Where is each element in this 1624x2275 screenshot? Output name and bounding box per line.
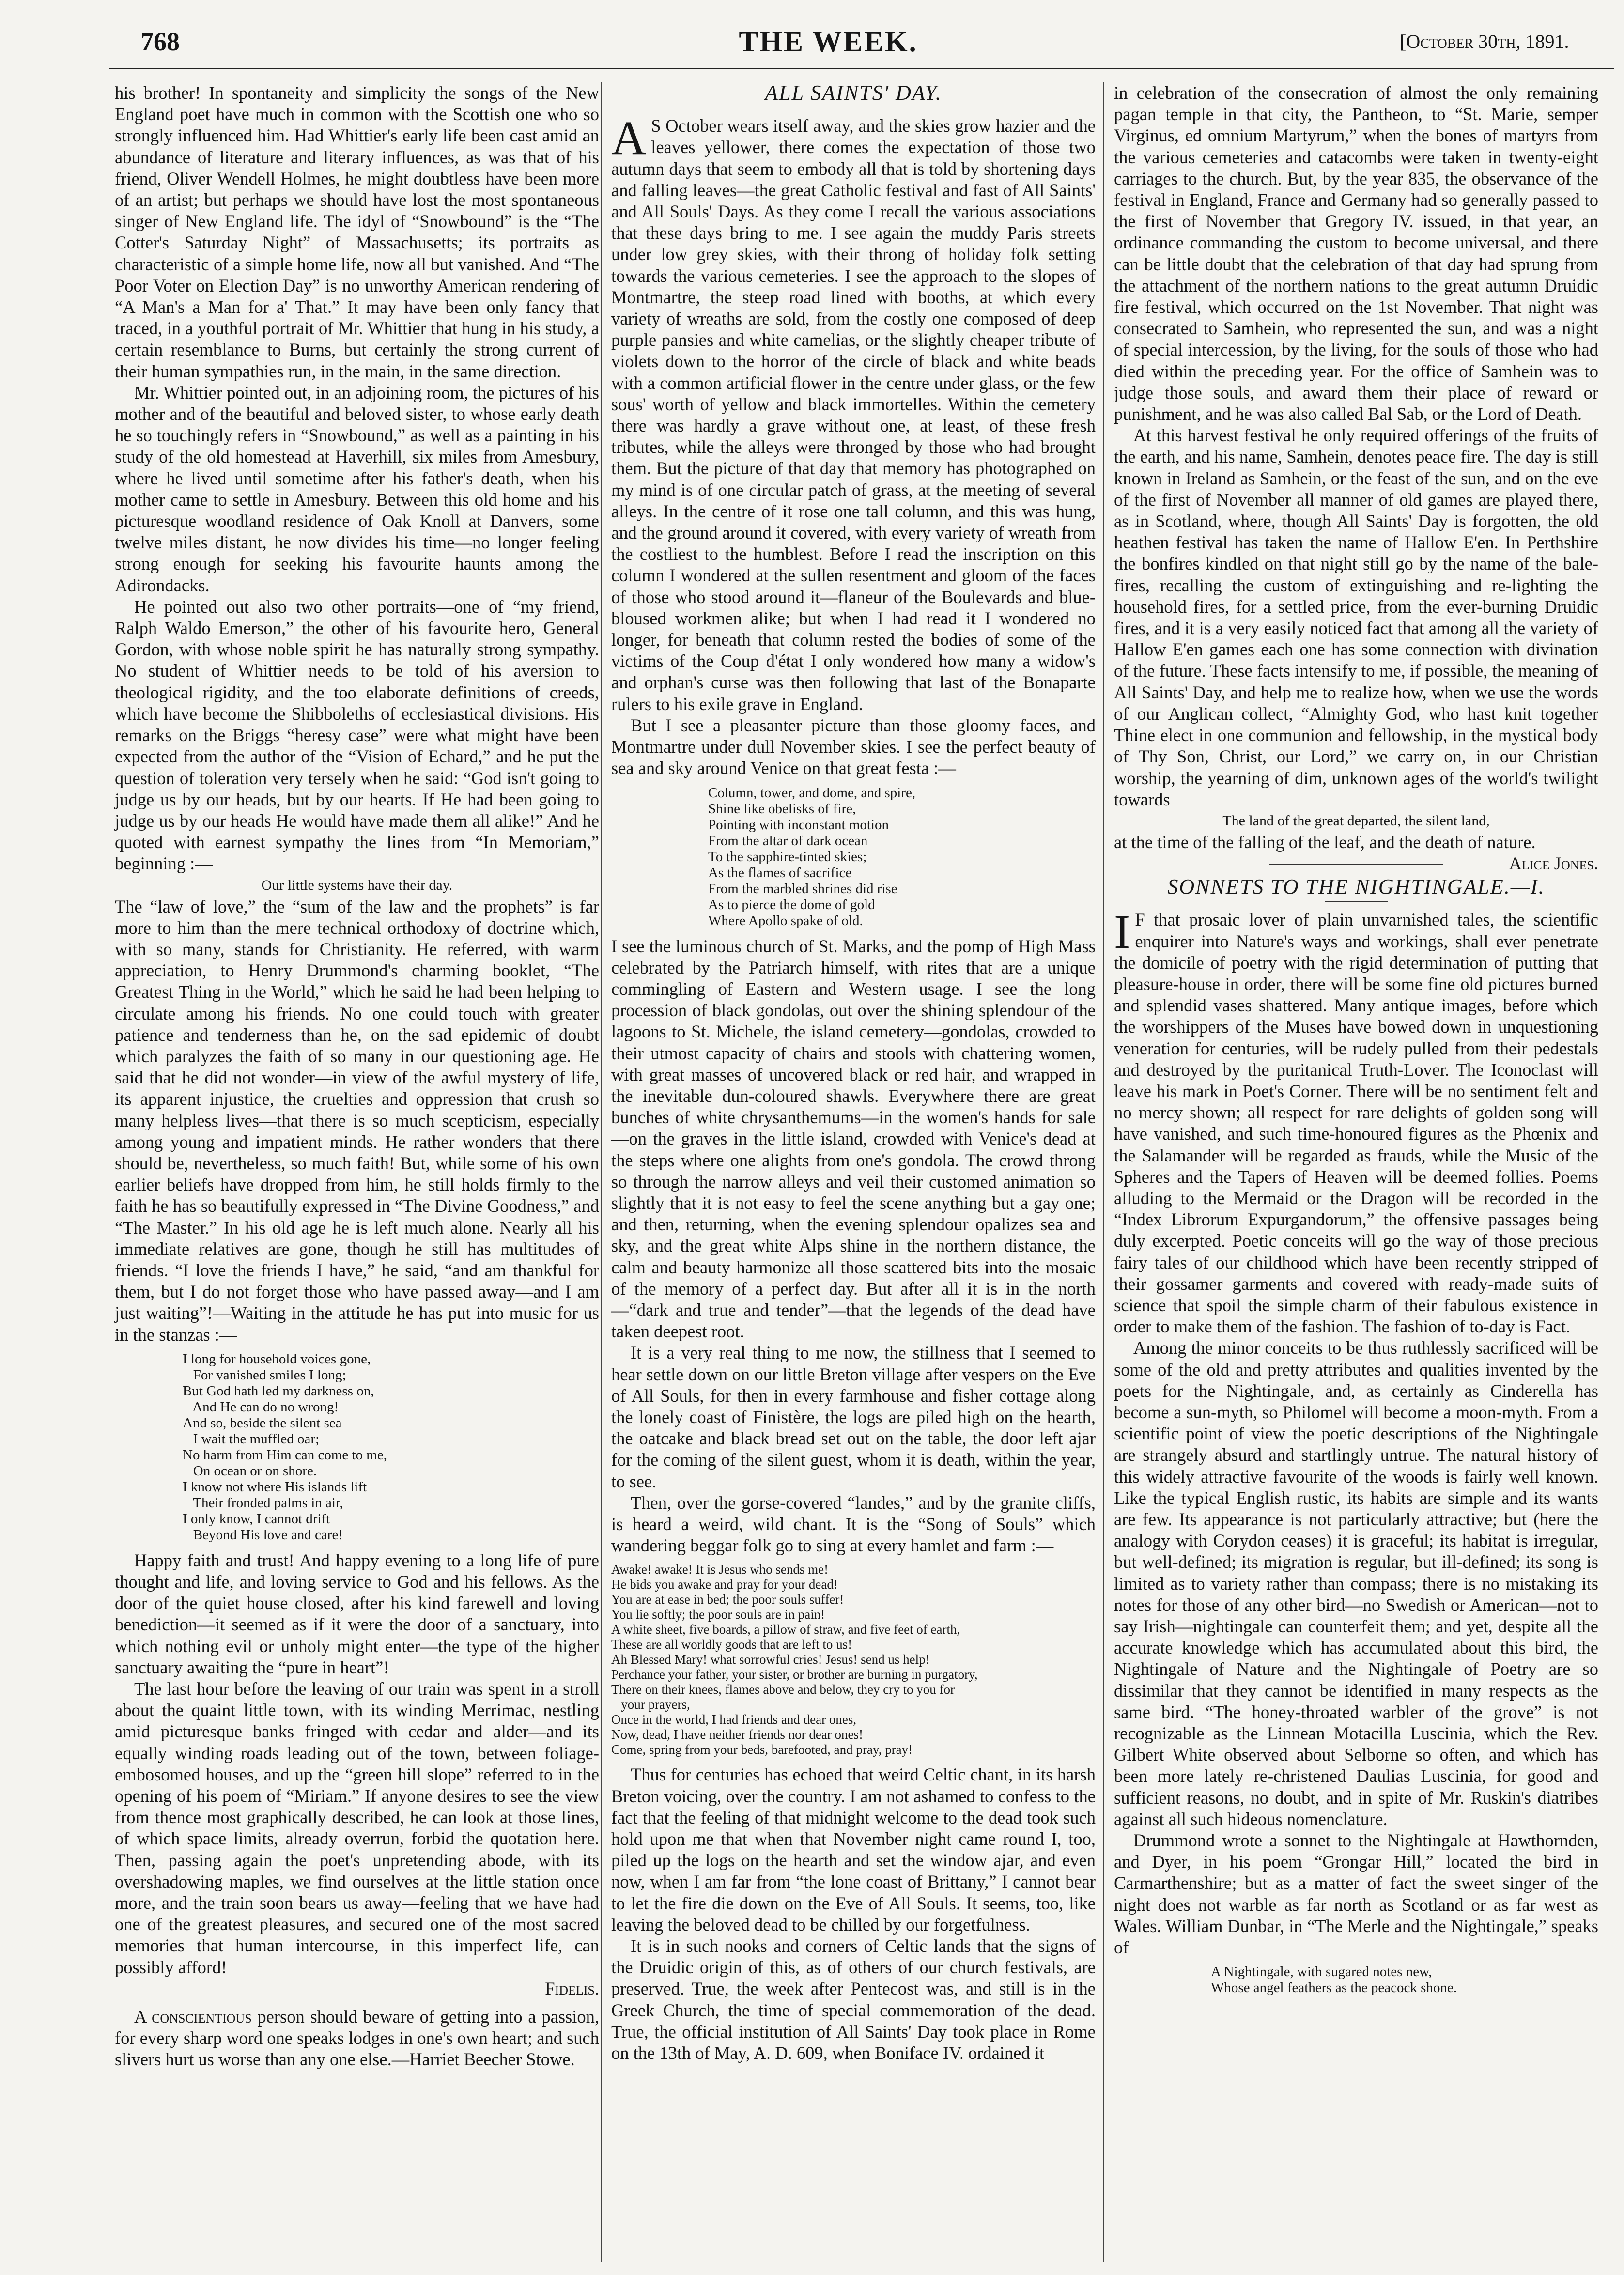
paragraph-text: person should beware of getting into a passion, for every sharp word one speaks lodges in one's own heart; and such slivers hurt us worse than any one else.—Harriet Beecher Stowe.: [115, 2007, 599, 2070]
masthead: THE WEEK.: [739, 26, 918, 58]
author-signature: Alice Jones.: [1509, 853, 1598, 874]
poem: [1114, 1964, 1598, 1996]
poem: [611, 1562, 1096, 1757]
lead-words: A conscientious: [134, 2007, 252, 2027]
article-title: ALL SAINTS' DAY.: [765, 81, 942, 105]
paragraph: Drummond wrote a sonnet to the Nightingale at Hawthornden, and Dyer, in his poem “Grongar Hill,” located the bird in Carmarthenshire; but as a matter of fact the sweet singer of the night does not warble as far north as Scotland or as far west as Wales. William Dunbar, in “The Merle and the Nightingale,” speaks of: [1114, 1830, 1598, 1958]
paragraph-text: F that prosaic lover of plain unvarnished tales, the scientific enquirer into Nature's ways and workings, shall ever penetrate the domicile of poetry with the rigid determination of putting that pleasure-house in order, there will be some fine old pictures burned and splendid vases shattered. Many antique images, before which the worshippers of the Muses have bowed down in unquestioning veneration for centuries, will be rudely pulled from their pedestals and destroyed by the puritanical Truth-Lover. The Iconoclast will leave his mark in Poet's Corner. There will be no sentiment felt and no mercy shown; all respect for rare delights of golden song will have vanished, and such time-honoured figures as the Phœnix and the Salamander will be regarded as frauds, while the Music of the Spheres and the Tapers of Heaven will be deemed follies. Poems alluding to the Mermaid or the Dragon will be recorded in the “Index Librorum Expurgandorum,” the offensive passages being duly excerpted. Poetic conceits will go the way of those precious fairy tales of our childhood which have been recently stripped of their gossamer garments and covered with ready-made suits of science that spoil the simple charm of their fabulous existence in order to make them of the fashion. The fashion of to-day is Fact.: [1114, 910, 1598, 1337]
issue-date: [October 30th, 1891.: [1400, 31, 1569, 52]
poem-line: I long for household voices gone,: [183, 1351, 371, 1367]
poem-line: Column, tower, and dome, and spire,: [708, 785, 916, 801]
poem-line: As to pierce the dome of gold: [708, 897, 875, 913]
poem-line: But God hath led my darkness on,: [183, 1383, 374, 1399]
paragraph-text: S October wears itself away, and the skies grow hazier and the leaves yellower, there comes the expectation of those two autumn days that seem to embody all that is told by shortening days and falling leaves—the great Catholic festival and fast of All Saints' and All Souls' Days. As they come I recall the various associations that these days bring to me. I see again the muddy Paris streets under low grey skies, with their throng of holiday folk setting towards the various cemeteries. I see the approach to the slopes of Montmartre, the steep road lined with booths, at which every variety of wreaths are sold, from the costly one composed of deep purple pansies and white camelias, or the slightly cheaper tribute of violets down to the horror of the circle of black and white beads with a common artificial flower in the centre under glass, or the few sous' worth of yellow and black immortelles. Within the cemetery there was hardly a grave without one, at least, of these fresh tributes, while the alleys were thronged by those who had brought them. But the picture of that day that memory has photographed on my mind is of one circular patch of grass, at the meeting of several alleys. In the centre of it rose one tall column, and this was hung, and the ground around it covered, with every variety of wreath from the costliest to the humblest. Before I read the inscription on this column I wondered at the sullen resentment and gloom of the faces of those who stood around it—flaneur of the Boulevards and blue-bloused workmen alike; but when I had read it I wondered no longer, for beneath that column rested the bodies of some of the victims of the Coup d'état I only wondered how many a widow's and orphan's curse was then following that last of the Bonaparte rulers to his exile grave in England.: [611, 116, 1096, 714]
poem-line: Beyond His love and care!: [183, 1527, 343, 1543]
poem-line: I wait the muffled oar;: [183, 1431, 320, 1447]
paragraph: It is a very real thing to me now, the stillness that I seemed to hear settle down on our little Breton village after vespers on the Eve of All Souls, for then in every farmhouse and fisher cottage along the lonely coast of Finistère, the logs are piled high on the hearth, the oatcake and black bread set out on the table, the door left ajar for the coming of the silent guest, whom it is death, within the year, to see.: [611, 1343, 1096, 1491]
poem: [115, 1351, 599, 1543]
poem-line: You lie softly; the poor souls are in pain!: [611, 1607, 825, 1622]
poem-line: He bids you awake and pray for your dead!: [611, 1577, 838, 1592]
paragraph-text: at the time of the falling of the leaf, and the death of nature.: [1114, 832, 1536, 852]
poem-line: These are all worldly goods that are left to us!: [611, 1637, 852, 1652]
poem-line: No harm from Him can come to me,: [183, 1447, 387, 1463]
column-divider: [1103, 82, 1104, 2262]
column-3: [1114, 82, 1598, 2003]
quoted-line: The land of the great departed, the silent land,: [1222, 812, 1490, 829]
title-rule: [1325, 901, 1388, 902]
poem-line: A white sheet, five boards, a pillow of straw, and five feet of earth,: [611, 1622, 960, 1637]
poem-line: Shine like obelisks of fire,: [708, 801, 856, 817]
page-header: [0, 0, 1624, 68]
drop-cap: A: [611, 111, 647, 165]
page-number: 768: [140, 27, 180, 56]
poem-line: On ocean or on shore.: [183, 1463, 317, 1479]
paragraph: Then, over the gorse-covered “landes,” and by the granite cliffs, is heard a weird, wild chant. It is the “Song of Souls” which wandering beggar folk go to sing at every hamlet and farm :—: [611, 1492, 1096, 1556]
column-2: [611, 82, 1096, 2064]
paragraph: his brother! In spontaneity and simplicity the songs of the New England poet have much in common with the Scottish one who so strongly influenced him. Had Whittier's early life been cast amid an abundance of literature and literary influences, as was that of his friend, Oliver Wendell Holmes, he might doubtless have been more of an artist; but perhaps we should have lost the most spontaneous singer of New England life. The idyl of “Snowbound” is the “The Cotter's Saturday Night” of Massachusetts; its portraits as characteristic of a simple home life, now all but vanished. And “The Poor Voter on Election Day” is no unworthy American rendering of “A Man's a Man for a' That.” It may have been only fancy that traced, in a youthful portrait of Mr. Whittier that hung in his study, a certain resemblance to Burns, but certainly the strong current of their human sympathies run, in the main, in the same direction.: [115, 83, 599, 381]
poem-line: Their fronded palms in air,: [183, 1495, 343, 1511]
paragraph: in celebration of the consecration of almost the only remaining pagan temple in that city, the Pantheon, to “St. Marie, semper Virginus, ed omnium Martyrum,” when the bones of martyrs from the various cemeteries and catacombs were taken in twenty-eight carriages to the church. But, by the year 835, the observance of the festival in England, France and Germany had so generally passed to the first of November that Gregory IV. issued, in that year, an ordinance commanding the custom to become universal, and there can be little doubt that the celebration of that day had sprung from the attachment of the northern nations to the great autumn Druidic fire festival, which occurred on the 1st November. That night was consecrated to Samhein, who represented the sun, and was a night of special intercession, by the living, for the souls of those who had died within the preceding year. For the office of Samhein was to judge those souls, and award them their place of reward or punishment, and he was also called Bal Sab, or the Lord of Death.: [1114, 83, 1598, 424]
paragraph: Mr. Whittier pointed out, in an adjoining room, the pictures of his mother and of the beautiful and beloved sister, to whose early death he so touchingly refers in “Snowbound,” as well as a painting in his study of the old homestead at Haverhill, six miles from Amesbury, where he lived until sometime after his father's death, when his mother came to settle in Amesbury. Between this old home and his picturesque woodland residence of Oak Knoll at Danvers, some twelve miles distant, he now divides his time—no longer feeling strong enough for seeking his favourite haunts among the Adirondacks.: [115, 382, 599, 595]
poem-line: You are at ease in bed; the poor souls suffer!: [611, 1592, 844, 1607]
poem-line: Once in the world, I had friends and dear ones,: [611, 1712, 857, 1727]
poem-line: Pointing with inconstant motion: [708, 817, 889, 833]
poem-line: Whose angel feathers as the peacock shone.: [1211, 1980, 1457, 1996]
poem-line: A Nightingale, with sugared notes new,: [1211, 1964, 1432, 1980]
paragraph: The “law of love,” the “sum of the law and the prophets” is far more to him than the mere technical orthodoxy of doctrine which, with so many, stands for Christianity. He referred, with warm appreciation, to Henry Drummond's charming booklet, “The Greatest Thing in the World,” which he said he had been helping to circulate among his friends. No one could touch with greater patience and tenderness than he, on the sad epidemic of doubt which paralyzes the faith of so many in our questioning age. He said that he did not wonder—in view of the awful mystery of life, its apparent injustice, the cruelties and oppression that crush so many helpless lives—that there is so much scepticism, especially among young and impatient minds. He rather wonders that there should be, nevertheless, so much faith! But, while some of his own earlier beliefs have dropped from him, he still holds firmly to the faith he has so beautifully expressed in “The Divine Goodness,” and “The Master.” In his old age he is left much alone. Nearly all his immediate relatives are gone, though he still has multitudes of friends. “I love the friends I have,” he said, “and am thankful for them, but I do not forget those who have passed away—and I am just waiting”!—Waiting in the attitude he has put into music for us in the stanzas :—: [115, 896, 599, 1345]
paragraph: It is in such nooks and corners of Celtic lands that the signs of the Druidic origin of this, as of others of our church festivals, are preserved. True, the week after Pentecost was, and still is in the Greek Church, the time of special commemoration of the dead. True, the official institution of All Saints' Day took place in Rome on the 13th of May, A. D. 609, when Boniface IV. ordained it: [611, 1936, 1096, 2063]
poem-line: Where Apollo spake of old.: [708, 913, 863, 929]
paragraph: Happy faith and trust! And happy evening to a long life of pure thought and life, and loving service to God and his fellows. As the door of the quiet house closed, after his kind farewell and loving benediction—it seemed as if it were the door of a sanctuary, into which nothing evil or unholy might enter—the type of the higher sanctuary awaiting the “pure in heart”!: [115, 1550, 599, 1677]
poem-line: There on their knees, flames above and below, they cry to you for: [611, 1682, 955, 1697]
poem: [611, 785, 1096, 929]
poem-line: From the marbled shrines did rise: [708, 881, 897, 897]
poem-line: From the altar of dark ocean: [708, 833, 868, 849]
author-signature: Fidelis.: [545, 1978, 599, 1998]
header-rule: [109, 68, 1614, 69]
column-divider: [601, 82, 602, 2262]
poem-line: Now, dead, I have neither friends nor dear ones!: [611, 1727, 864, 1742]
quoted-line: Our little systems have their day.: [261, 877, 453, 893]
paragraph: Thus for centuries has echoed that weird Celtic chant, in its harsh Breton voicing, over the country. I am not ashamed to confess to the fact that the feeling of that midnight welcome to the dead took such hold upon me that when that November night came round I, too, piled up the logs on the hearth and set the window ajar, and even now, when I am far from “the lone coast of Brittany,” I cannot bear to let the fire die down on the Eve of All Souls. It seems, too, like leaving the beloved dead to be chilled by our forgetfulness.: [611, 1764, 1096, 1935]
poem-line: I know not where His islands lift: [183, 1479, 367, 1495]
paragraph: [115, 2006, 599, 2071]
poem-line: Ah Blessed Mary! what sorrowful cries! Jesus! send us help!: [611, 1652, 930, 1667]
poem-line: your prayers,: [611, 1697, 690, 1712]
poem-line: Come, spring from your beds, barefooted, and pray, pray!: [611, 1742, 913, 1757]
poem-line: As the flames of sacrifice: [708, 865, 852, 881]
paragraph: Among the minor conceits to be thus ruthlessly sacrificed will be some of the old and pretty attributes and qualities invented by the poets for the Nightingale, and, as certainly as Cinderella has become a sun-myth, so Philomel will become a moon-myth. From a scientific point of view the poetic descriptions of the Nightingale are strangely absurd and startlingly untrue. The natural history of this widely attractive favourite of the woods is fairly well known. Like the typical English rustic, its habits are simple and its wants are few. Its appearance is not particularly attractive; but (here the analogy with Corydon ceases) it is graceful; its habitat is irregular, but well-defined; its migration is regular, but ill-defined; its song is limited as to variety rather than compass; there is no mistaking its notes for those of any other bird—no Swedish or American—not to say Irish—nightingale can counterfeit them; and yet, despite all the accurate knowledge which has accumulated about this bird, the Nightingale of Nature and the Nightingale of Poetry are so dissimilar that they cannot be identified in many respects as the same bird. “The honey-throated warbler of the grove” is not recognizable as the Linnean Motacilla Luscinia, which the Rev. Gilbert White observed about Selborne so often, and which has been more lately re-christened Daulias Luscinia, for good and sufficient reasons, no doubt, and in spite of Mr. Ruskin's diatribes against all such hideous nomenclature.: [1114, 1338, 1598, 1829]
drop-cap: I: [1114, 905, 1130, 959]
poem-line: And He can do no wrong!: [183, 1399, 339, 1415]
poem-line: For vanished smiles I long;: [183, 1367, 346, 1383]
poem-line: Perchance your father, your sister, or brother are burning in purgatory,: [611, 1667, 978, 1682]
paragraph: I see the luminous church of St. Marks, and the pomp of High Mass celebrated by the Patriarch himself, with rites that are a unique commingling of Eastern and Western usage. I see the long procession of black gondolas, out over the shining splendour of the lagoons to St. Michele, the island cemetery—gondolas, crowded to their utmost capacity of chairs and stools with chattering women, with great masses of uncovered black or red hair, and wrapped in the inevitable dun-coloured shawls. Everywhere there are great bunches of white chrysanthemums—in the women's hands for sale—on the graves in the little island, crowded with Venice's dead at the steps where one alights from one's gondola. The crowd throng so through the narrow alleys and veil their customed animation so slightly that it is not easy to feel the scene anything but a gay one; and then, returning, when the evening splendour opalizes sea and sky, and the great white Alps shine in the northern distance, the calm and beauty harmonize all those scattered bits into the mosaic of the memory of a perfect day. But after all it is in the north—“dark and true and tender”—that the legends of the dead have taken deepest root.: [611, 936, 1096, 1342]
paragraph: [1114, 832, 1598, 874]
poem-line: I only know, I cannot drift: [183, 1511, 330, 1527]
paragraph: The last hour before the leaving of our train was spent in a stroll about the quaint little town, with its winding Merrimac, nestling amid picturesque banks fringed with cedar and alder—and its equally winding roads leading out of the town, between foliage-embosomed houses, and up the “green hill slope” referred to in the opening of his poem of “Miriam.” If anyone desires to see the view from thence most graphically described, he can look at those lines, of which space limits, already overrun, forbid the quotation here. Then, passing again the poet's unpretending abode, with its overshadowing maples, we find ourselves at the little station once more, and the train soon bears us away—feeling that we have had one of the greatest pleasures, and secured one of the most sacred memories that human intercourse, in this imperfect life, can possibly afford!: [115, 1679, 599, 1977]
paragraph: [1114, 905, 1598, 1337]
column-1: [115, 82, 599, 2071]
article-title: SONNETS TO THE NIGHTINGALE.—I.: [1167, 875, 1545, 899]
section-separator: [1269, 864, 1443, 865]
paragraph: At this harvest festival he only required offerings of the fruits of the earth, and his name, Samhein, denotes peace fire. The day is still known in Ireland as Samhein, or the feast of the sun, and on the eve of the first of November all manner of old games are played there, as in Scotland, where, though All Saints' Day is forgotten, the old heathen festival has taken the name of Hallow E'en. In Perthshire the bonfires kindled on that night still go by the name of the bale-fires, recalling the custom of extinguishing and re-lighting the household fires, for a settled price, from the ever-burning Druidic fires, and it is a very easily noticed fact that among all the variety of Hallow E'en games each one has some connection with divination of the future. These facts intensify to me, if possible, the meaning of All Saints' Day, and help me to realize how, when we use the words of our Anglican collect, “Almighty God, who hast knit together Thine elect in one communion and fellowship, in the mystical body of Thy Son, Christ, our Lord,” we carry on, in our Christian worship, the yearning of dim, unknown ages of the world's twilight towards: [1114, 425, 1598, 809]
poem-line: And so, beside the silent sea: [183, 1415, 342, 1431]
paragraph: [611, 111, 1096, 715]
poem-line: To the sapphire-tinted skies;: [708, 849, 867, 865]
poem-line: Awake! awake! It is Jesus who sends me!: [611, 1562, 829, 1577]
paragraph: He pointed out also two other portraits—one of “my friend, Ralph Waldo Emerson,” the other of his favourite hero, General Gordon, with whose noble spirit he has naturally strong sympathy. No student of Whittier needs to be told of his aversion to theological rigidity, and the too elaborate definitions of creeds, which have become the Shibboleths of ecclesiastical divisions. His remarks on the Briggs “heresy case” were what might have been expected from the author of the “Vision of Echard,” and he put the question of toleration very tersely when he said: “God isn't going to judge us by our heads, but by our hearts. If He had been going to judge us by our heads He would have made them all alike!” And he quoted with earnest sympathy the lines from “In Memoriam,” beginning :—: [115, 596, 599, 874]
paragraph: But I see a pleasanter picture than those gloomy faces, and Montmartre under dull November skies. I see the perfect beauty of sea and sky around Venice on that great festa :—: [611, 715, 1096, 778]
